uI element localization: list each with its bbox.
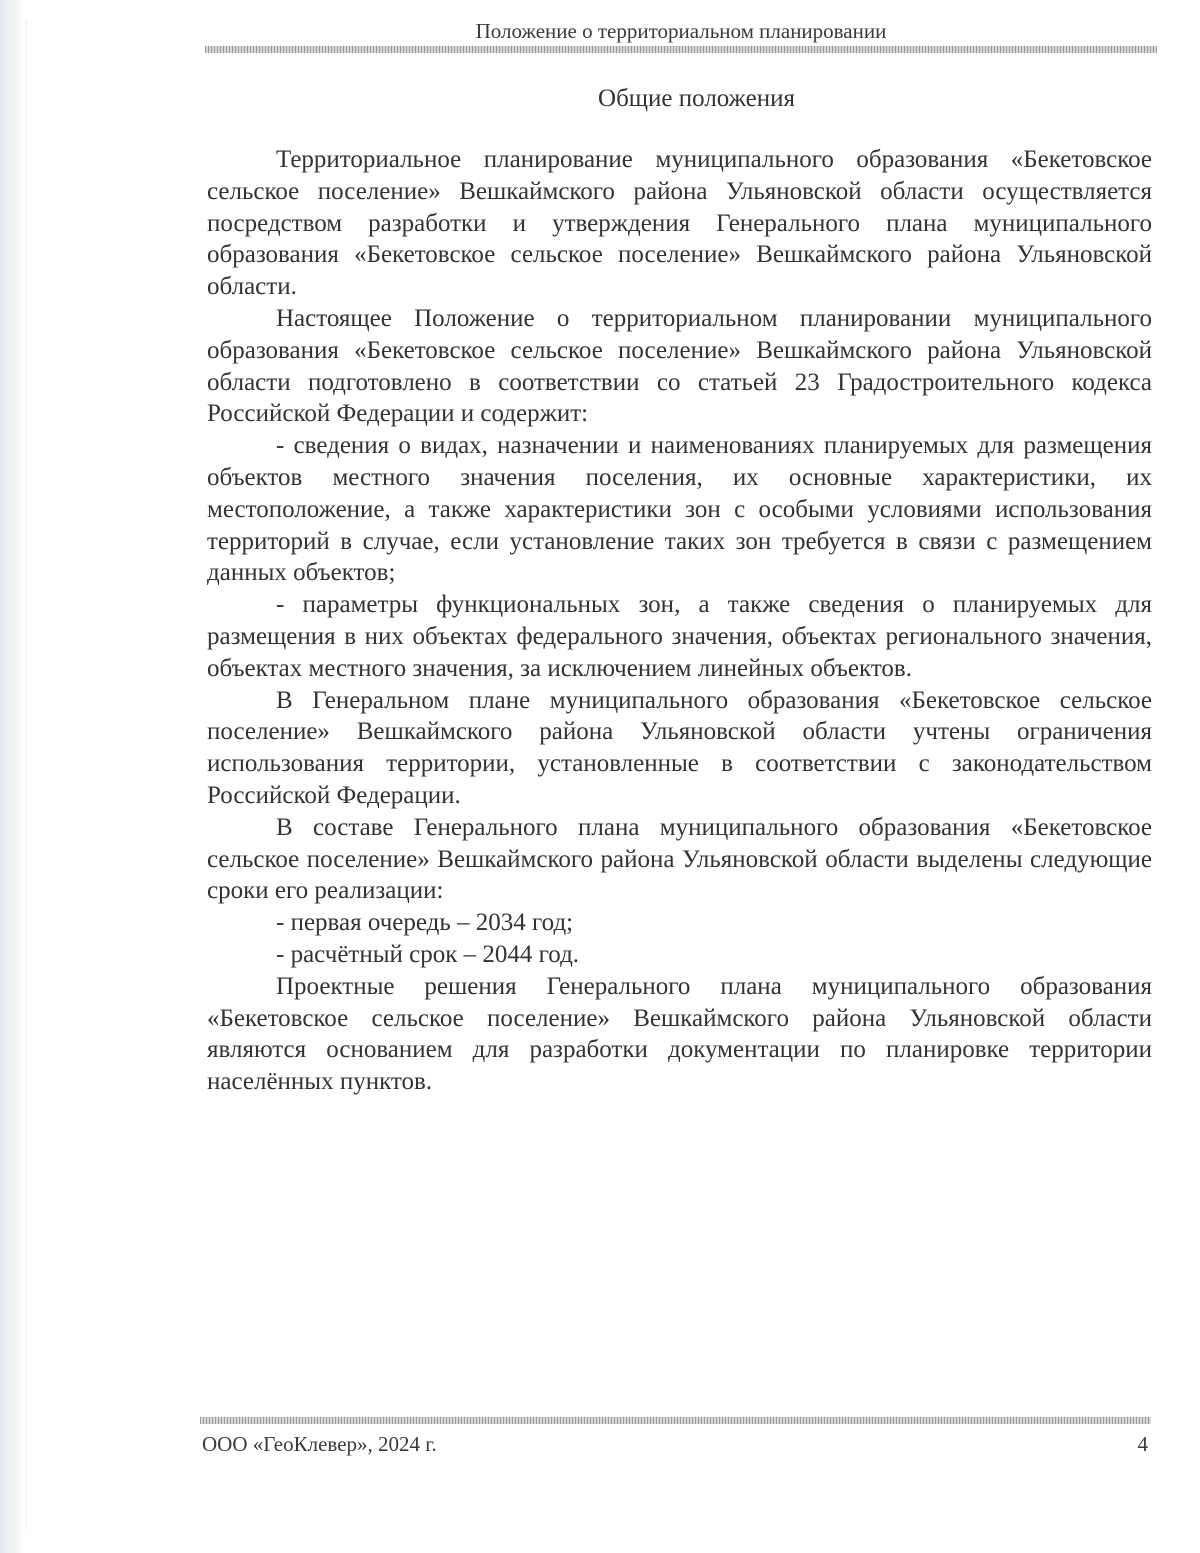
page-number: 4 <box>1137 1432 1148 1456</box>
section-title: Общие положения <box>598 85 795 112</box>
paragraph: В составе Генерального плана муниципального образования «Бекетовское сельское поселение» Вешкаймского района Ульяновской области выделены следующие сроки его реализации: <box>207 813 1152 905</box>
scan-edge <box>0 0 26 1553</box>
footer-company: ООО «ГеоКлевер», 2024 г. <box>202 1432 437 1456</box>
list-item: - первая очередь – 2034 год; <box>276 909 574 937</box>
paragraph: В Генеральном плане муниципального образования «Бекетовское сельское поселение» Вешкаймского района Ульяновской области учтены ограничения использования территории, установленные в соответствии с законодательством Российской Федерации. <box>207 686 1152 809</box>
list-item: - параметры функциональных зон, а также сведения о планируемых для размещения в них объектах федерального значения, объектах регионального значения, объектах местного значения, за исключением линейных объектов. <box>207 591 1152 682</box>
header-rule <box>205 46 1157 53</box>
paragraph: Настоящее Положение о территориальном планировании муниципального образования «Бекетовское сельское поселение» Вешкаймского района Ульяновской области подготовлено в соответствии со статьей 23 Градостроительного кодекса Российской Федерации и содержит: <box>207 304 1152 428</box>
paragraph: Проектные решения Генерального плана муниципального образования «Бекетовское сельское поселение» Вешкаймского района Ульяновской области являются основанием для разработки документации по планировке территории населённых пунктов. <box>207 972 1152 1096</box>
footer-rule <box>200 1417 1151 1424</box>
scan-edge-line <box>26 20 27 1530</box>
paragraph: Территориальное планирование муниципального образования «Бекетовское сельское поселение» Вешкаймского района Ульяновской области осуществляется посредством разработки и утверждения Генерального плана муниципального образования «Бекетовское сельское поселение» Вешкаймского района Ульяновской области. <box>207 146 1152 301</box>
running-header-title: Положение о территориальном планировании <box>475 19 887 43</box>
list-item: - сведения о видах, назначении и наименованиях планируемых для размещения объектов местного значения поселения, их основные характеристики, их местоположение, а также характеристики зон с особыми условиями использования территорий в случае, если установление таких зон требуется в связи с размещением данных объектов; <box>207 432 1152 587</box>
list-item: - расчётный срок – 2044 год. <box>276 940 580 968</box>
document-body <box>207 144 1152 1098</box>
